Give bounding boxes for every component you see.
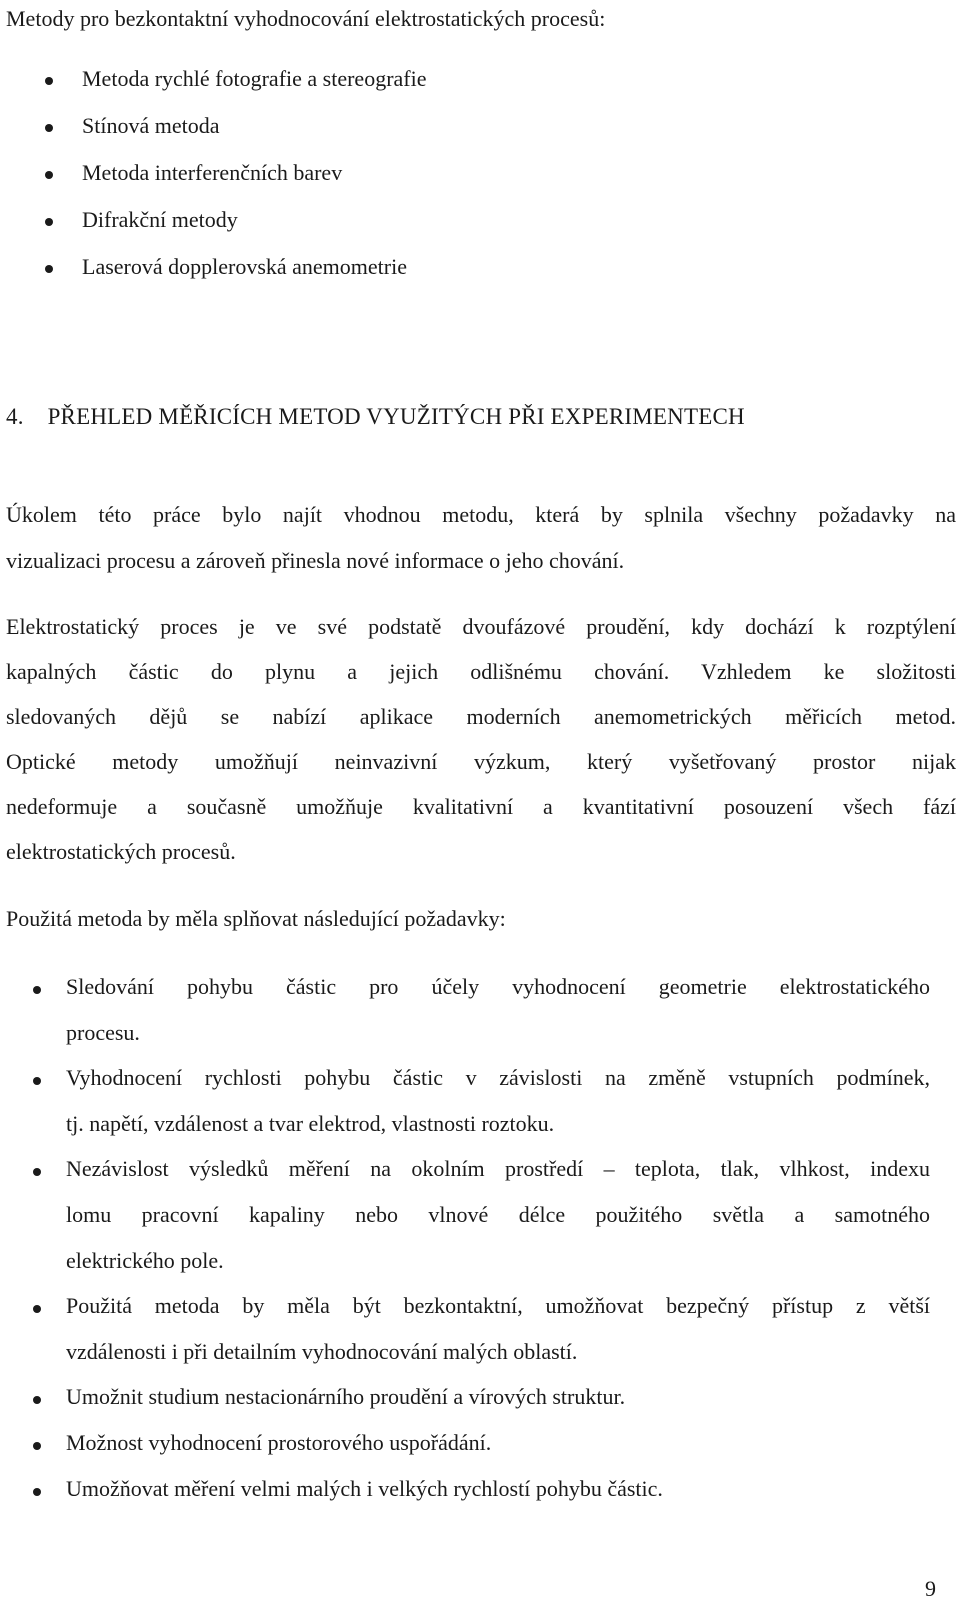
- paragraph-line: Úkolem této práce bylo najít vhodnou metodu, která by splnila všechny požadavky na: [6, 502, 956, 527]
- requirement-line: Umožňovat měření velmi malých i velkých rychlostí pohybu částic.: [66, 1476, 663, 1501]
- requirement-line: procesu.: [66, 1020, 140, 1045]
- paragraph-line: nedeformuje a současně umožňuje kvalitativní a kvantitativní posouzení všech fází: [6, 794, 956, 819]
- requirement-line: lomu pracovní kapaliny nebo vlnové délce použitého světla a samotného: [66, 1202, 930, 1227]
- bullet-icon: [45, 265, 53, 273]
- requirement-line: vzdálenosti i při detailním vyhodnocování malých oblastí.: [66, 1339, 578, 1364]
- bullet-icon: [45, 218, 53, 226]
- bullet-icon: [33, 1442, 41, 1450]
- bullet-icon: [33, 1396, 41, 1404]
- requirement-line: tj. napětí, vzdálenost a tvar elektrod, vlastnosti roztoku.: [66, 1111, 555, 1136]
- bullet-icon: [45, 171, 53, 179]
- requirements-intro: Použitá metoda by měla splňovat následující požadavky:: [6, 906, 506, 931]
- section-title: PŘEHLED MĚŘICÍCH METOD VYUŽITÝCH PŘI EXPERIMENTECH: [47, 404, 745, 429]
- requirement-line: Možnost vyhodnocení prostorového uspořádání.: [66, 1430, 492, 1455]
- requirement-line: Umožnit studium nestacionárního proudění a vírových struktur.: [66, 1384, 626, 1409]
- method-item: Laserová dopplerovská anemometrie: [82, 254, 407, 279]
- intro-text: Metody pro bezkontaktní vyhodnocování elektrostatických procesů:: [6, 6, 606, 31]
- bullet-icon: [33, 1077, 41, 1085]
- paragraph-line: Elektrostatický proces je ve své podstatě dvoufázové proudění, kdy dochází k rozptýlení: [6, 614, 956, 639]
- bullet-icon: [33, 986, 41, 994]
- method-item: Metoda rychlé fotografie a stereografie: [82, 66, 427, 91]
- paragraph-line: Optické metody umožňují neinvazivní výzkum, který vyšetřovaný prostor nijak: [6, 749, 956, 774]
- method-item: Stínová metoda: [82, 113, 220, 138]
- paragraph-line: kapalných částic do plynu a jejich odlišnému chování. Vzhledem ke složitosti: [6, 659, 956, 684]
- page-number: 9: [925, 1576, 936, 1601]
- requirement-line: elektrického pole.: [66, 1248, 224, 1273]
- bullet-icon: [45, 77, 53, 85]
- requirement-line: Použitá metoda by měla být bezkontaktní, umožňovat bezpečný přístup z větší: [66, 1293, 930, 1318]
- bullet-icon: [33, 1305, 41, 1313]
- requirement-line: Vyhodnocení rychlosti pohybu částic v závislosti na změně vstupních podmínek,: [66, 1065, 930, 1090]
- method-item: Metoda interferenčních barev: [82, 160, 343, 185]
- section-heading: [6, 402, 745, 432]
- bullet-icon: [33, 1488, 41, 1496]
- method-item: Difrakční metody: [82, 207, 238, 232]
- paragraph-line: sledovaných dějů se nabízí aplikace moderních anemometrických měřicích metod.: [6, 704, 956, 729]
- requirement-line: Sledování pohybu částic pro účely vyhodnocení geometrie elektrostatického: [66, 974, 930, 999]
- section-number: 4.: [6, 404, 24, 429]
- paragraph-line: vizualizaci procesu a zároveň přinesla nové informace o jeho chování.: [6, 548, 625, 573]
- requirement-line: Nezávislost výsledků měření na okolním prostředí – teplota, tlak, vlhkost, indexu: [66, 1156, 930, 1181]
- bullet-icon: [33, 1168, 41, 1176]
- paragraph-line: elektrostatických procesů.: [6, 839, 236, 864]
- bullet-icon: [45, 124, 53, 132]
